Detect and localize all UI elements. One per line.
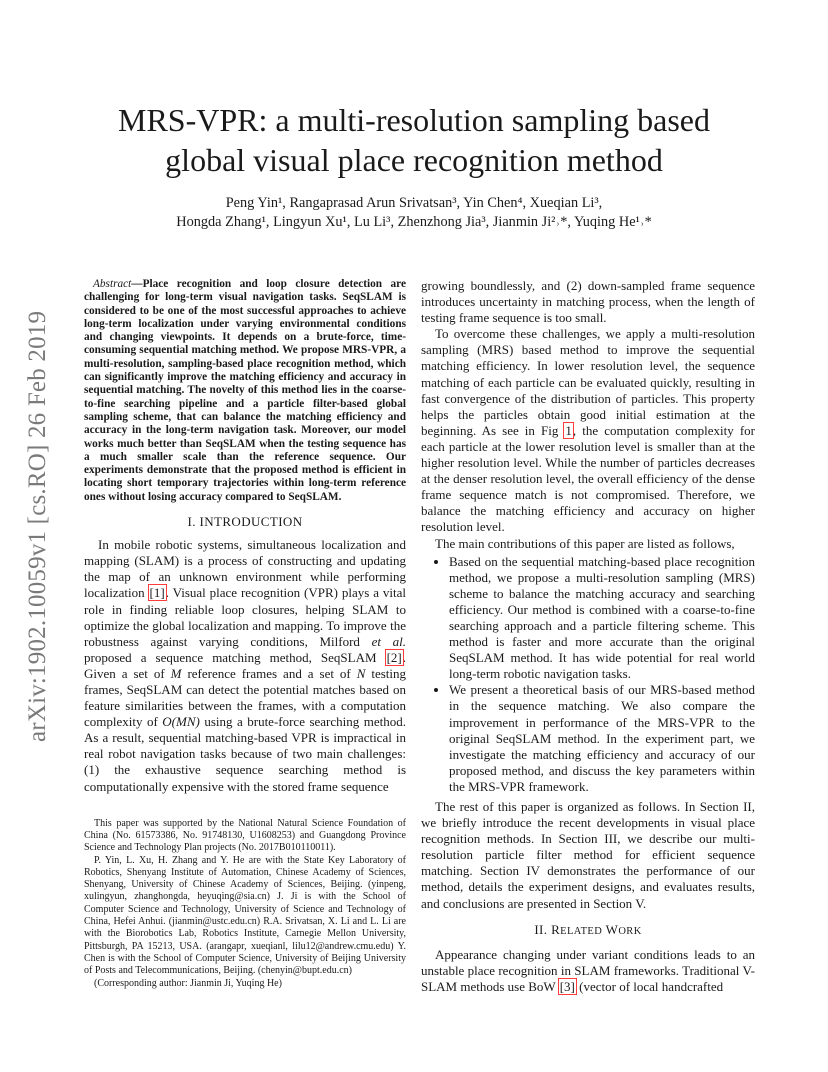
paragraph: growing boundlessly, and (2) down-sampled frame sequence introduces uncertainty in matching process, when the length of testing frame sequence is too small. bbox=[421, 278, 755, 326]
math-complexity: O(MN) bbox=[162, 714, 200, 730]
math-variable: M bbox=[170, 665, 182, 681]
intro-text: testing frames, SeqSLAM can detect the potential matches based on feature similarities between the frames, with a computation complexity of bbox=[84, 665, 406, 730]
intro-text: reference frames and a set of bbox=[181, 665, 357, 681]
paragraph-text: Appearance changing under variant conditions leads to an unstable place recognition in SLAM frameworks. Traditional V-SLAM methods use BoW bbox=[421, 946, 755, 994]
paper-title bbox=[60, 100, 768, 180]
paragraph: The rest of this paper is organized as follows. In Section II, we briefly introduce the recent developments in visual place recognition methods. In Section III, we describe our multi-resolution particle filter method for efficient sequence matching. Section IV demonstrates the performance of our method, details the experiment designs, and evaluates results, and conclusions are presented in Section V. bbox=[421, 799, 755, 911]
intro-paragraph bbox=[84, 537, 406, 795]
heading-text: ELATED bbox=[560, 925, 603, 937]
left-column bbox=[84, 278, 406, 990]
intro-text: . Given a set of bbox=[84, 649, 406, 681]
list-item: • Based on the sequential matching-based place recognition method, we propose a multi-resolution sampling (MRS) scheme to balance the matching accuracy and searching efficiency. Our method is combined with a coarse-to-fine searching approach and a particle filtering scheme. This method is faster and more accurate than the original SeqSLAM method. It has wide potential for real world long-term robotic navigation tasks. bbox=[449, 554, 755, 683]
citation-link[interactable]: [2] bbox=[386, 649, 402, 665]
abstract-lead: Abstract bbox=[93, 278, 132, 290]
title-line-2: global visual place recognition method bbox=[165, 142, 663, 178]
authors-line-2: Hongda Zhang¹, Lingyun Xu¹, Lu Li³, Zhenzhong Jia³, Jianmin Ji²˒*, Yuqing He¹˒* bbox=[176, 214, 652, 230]
right-column bbox=[421, 278, 755, 995]
footnotes bbox=[84, 818, 406, 990]
section-heading-introduction: I. INTRODUCTION bbox=[187, 514, 303, 530]
paragraph-text: To overcome these challenges, we apply a multi-resolution sampling (MRS) based method to improve the sequential matching efficiency. In lower resolution level, the sequence matching of each particle can be evaluated quickly, resulting in fast convergence of the distribution of particles. This property helps the particles obtain good initial estimation at the beginning. As see in Fig bbox=[421, 326, 755, 438]
list-item: • We present a theoretical basis of our MRS-based method in the sequence matching. We also compare the improvement in performance of the MRS-VPR to the original SeqSLAM method. In the experiment part, we investigate the matching efficiency and accuracy of our proposed method, and discuss the key parameters within the MRS-VPR framework. bbox=[449, 682, 755, 795]
intro-text: using a brute-force searching method. As a result, sequential matching-based VPR is impractical in real robot navigation tasks because of two main challenges: (1) the exhaustive sequence searching method is computationally expensive with the stored frame sequence bbox=[84, 714, 406, 794]
heading-text: II. R bbox=[534, 921, 561, 937]
intro-text: In mobile robotic systems, simultaneous localization and mapping (SLAM) is a process of constructing and updating the map of an unknown environment while performing localization bbox=[84, 537, 406, 601]
citation-link[interactable]: [1] bbox=[149, 585, 165, 601]
intro-text: proposed a sequence matching method, SeqSLAM bbox=[84, 649, 386, 665]
math-variable: N bbox=[356, 665, 366, 681]
intro-text: . Visual place recognition (VPR) plays a vital role in finding reliable loop closures, helping SLAM to optimize the global localization and mapping. To improve the robustness against varying conditions, Milford bbox=[84, 585, 406, 649]
paragraph bbox=[421, 947, 755, 995]
arxiv-identifier: arXiv:1902.10059v1 [cs.RO] 26 Feb 2019 bbox=[24, 310, 51, 742]
abstract-text: —Place recognition and loop closure detection are challenging for long-term visual navigation tasks. SeqSLAM is considered to be one of the most successful approaches to achieve long-term localization under varying environmental conditions and changing viewpoints. It depends on a brute-force, time-consuming sequential matching method. We propose MRS-VPR, a multi-resolution, sampling-based place recognition method, which can significantly improve the matching efficiency and accuracy in sequential matching. The novelty of this method lies in the coarse-to-fine searching pipeline and a particle filter-based global sampling scheme, that can balance the matching efficiency and accuracy in the long-term navigation task. Moreover, our model works much better than SeqSLAM when the testing sequence has a much smaller scale than the reference sequence. Our experiments demonstrate that the proposed method is efficient in locating short temporary trajectories within long-term reference ones without losing accuracy compared to SeqSLAM. bbox=[84, 278, 406, 503]
paragraph bbox=[421, 326, 755, 535]
paragraph: The main contributions of this paper are listed as follows, bbox=[435, 535, 735, 551]
footnote-corresponding: (Corresponding author: Jianmin Ji, Yuqing He) bbox=[94, 977, 282, 989]
heading-text: ORK bbox=[618, 925, 642, 937]
figure-link[interactable]: 1 bbox=[565, 422, 572, 438]
contribution-list bbox=[421, 554, 755, 795]
paragraph-text: , the computation complexity for each particle at the lower resolution level is smaller than at the higher resolution level. While the number of particles decreases at the denser resolution level, the overall efficiency of the dense frame sequence match is not compromised. Therefore, we balance the matching efficiency and accuracy on higher resolution level. bbox=[421, 422, 755, 535]
heading-text: W bbox=[602, 921, 619, 937]
paragraph-text: (vector of local handcrafted bbox=[575, 978, 724, 994]
title-line-1: MRS-VPR: a multi-resolution sampling based bbox=[118, 102, 710, 138]
section-heading-related-work bbox=[421, 922, 755, 940]
abstract bbox=[84, 278, 406, 504]
citation-link[interactable]: [3] bbox=[559, 978, 575, 994]
footnote-funding: This paper was supported by the National Natural Science Foundation of China (No. 61573386, No. 91748130, U1608253) and Guangdong Province Science and Technology Plan projects (No. 2017B010110011). bbox=[84, 817, 406, 854]
footnote-affiliations: P. Yin, L. Xu, H. Zhang and Y. He are with the State Key Laboratory of Robotics, Shenyang Institute of Automation, Chinese Academy of Sciences, Shenyang, University of Chinese Academy of Sciences, Beijing. (yinpeng, xulingyun, zhanghongda, heyuqing@sia.cn) J. Ji is with the School of Computer Science and Technology, University of Science and Technology of China, Hefei Anhui. (jianmin@ustc.edu.cn) R.A. Srivatsan, X. Li and L. Li are with the Biorobotics Lab, Robotics Institute, Carnegie Mellon University, Pittsburgh, PA 15213, USA. (arangapr, xueqianl, lilu12@andrew.cmu.edu) Y. Chen is with the School of Computer Science, University of Beijing University of Posts and Telecommunications, Beijing. (chenyin@bupt.edu.cn) bbox=[84, 854, 406, 977]
author-list bbox=[60, 194, 768, 232]
authors-line-1: Peng Yin¹, Rangaprasad Arun Srivatsan³, Yin Chen⁴, Xueqian Li³, bbox=[225, 195, 603, 211]
et-al: et al. bbox=[371, 633, 406, 649]
